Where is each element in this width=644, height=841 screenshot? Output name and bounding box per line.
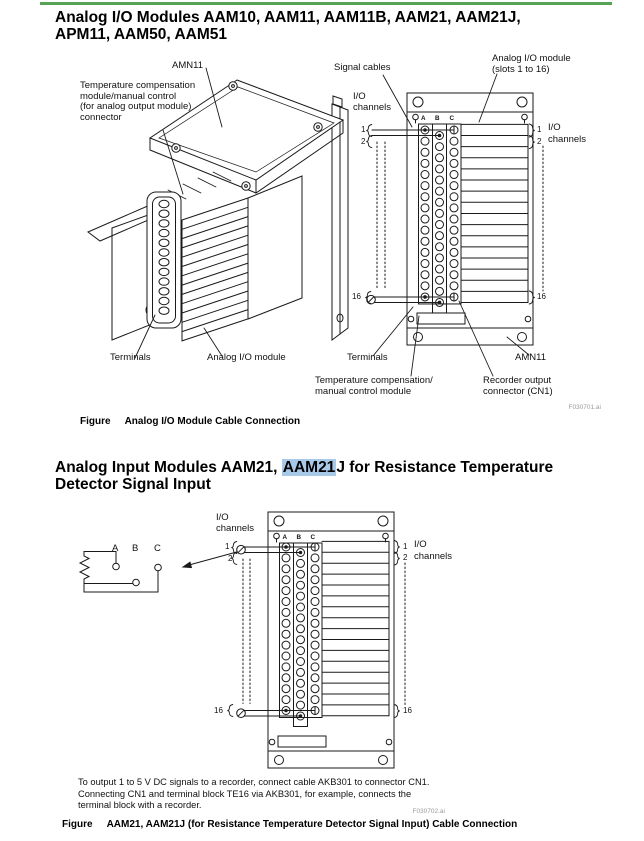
figure2-note: To output 1 to 5 V DC signals to a recorder, connect cable AKB301 to connector CN1. Connecting CN1 and terminal block TE16 via AKB301, for example, connects the terminal block with a recorder. xyxy=(78,777,430,810)
terminal-block-1 xyxy=(367,93,543,345)
schematic-b: B xyxy=(132,543,139,554)
figure1-caption: Figure Analog I/O Module Cable Connection xyxy=(80,416,301,427)
ch2-right-fig2: 2 xyxy=(403,553,408,562)
ch1-left-fig2: 1 xyxy=(225,542,230,551)
label-amn11-bottom: AMN11 xyxy=(515,352,546,363)
figure2-file-id: F030702.ai xyxy=(412,808,445,815)
io-right-fig2: I/O xyxy=(414,539,427,550)
col-c-header-fig1: C xyxy=(449,115,455,122)
ch1-left-fig1: 1 xyxy=(361,125,366,134)
search-highlight: AAM21 xyxy=(282,459,336,476)
ch16-left-fig1: 16 xyxy=(352,292,361,301)
label-analog-io-module: Analog I/O module xyxy=(207,352,286,363)
section1-title-line2: APM11, AAM50, AAM51 xyxy=(55,26,227,43)
section2-title: Analog Input Modules AAM21, AAM21J for Resistance Temperature Detector Signal Input xyxy=(55,459,554,493)
ch1-right-fig2: 1 xyxy=(403,541,408,551)
schematic-c: C xyxy=(154,543,161,554)
channels-right-fig2: channels xyxy=(414,550,453,562)
col-b-header-fig2: B xyxy=(296,534,302,541)
figure1-file-id: F030701.ai xyxy=(568,404,601,411)
label-temp-comp-connector: Temperature compensation module/manual control (for analog output module) connector xyxy=(80,80,196,123)
rtd-schematic xyxy=(80,550,244,592)
label-temp-comp-module: Temperature compensation/ manual control module xyxy=(315,375,433,397)
label-io-channels-fig2: I/O channels xyxy=(216,512,255,534)
label-io-channels-fig1: I/O channels xyxy=(353,91,392,113)
label-aio-module-slots: Analog I/O module (slots 1 to 16) xyxy=(492,53,571,75)
io-right-fig1: I/O xyxy=(548,122,561,133)
label-terminals-right: Terminals xyxy=(347,352,388,363)
section1-title-line1: Analog I/O Modules AAM10, AAM11, AAM11B, AAM21, AAM21J, xyxy=(55,9,521,26)
ch2-left-fig1: 2 xyxy=(361,136,366,146)
ch1-right-fig1: 1 xyxy=(537,125,542,134)
figure2-caption: Figure AAM21, AAM21J (for Resistance Temperature Detector Signal Input) Cable Connection xyxy=(62,819,518,830)
label-amn11-top: AMN11 xyxy=(172,60,203,71)
ch16-left-fig2: 16 xyxy=(214,705,223,715)
label-signal-cables: Signal cables xyxy=(334,62,391,73)
col-c-header-fig2: C xyxy=(310,534,316,541)
ch16-right-fig2: 16 xyxy=(403,705,412,715)
channels-right-fig1: channels xyxy=(548,134,587,145)
col-a-header-fig2: A xyxy=(282,534,288,541)
ch16-right-fig1: 16 xyxy=(537,292,546,301)
col-b-header-fig1: B xyxy=(435,115,440,122)
ch2-left-fig2: 2 xyxy=(228,553,233,563)
col-a-header-fig1: A xyxy=(421,115,426,122)
label-terminals-left: Terminals xyxy=(110,352,151,363)
arrow-head xyxy=(183,562,191,567)
schematic-a: A xyxy=(112,543,119,554)
ch2-right-fig1: 2 xyxy=(537,136,542,146)
label-recorder-output: Recorder output connector (CN1) xyxy=(483,375,553,397)
